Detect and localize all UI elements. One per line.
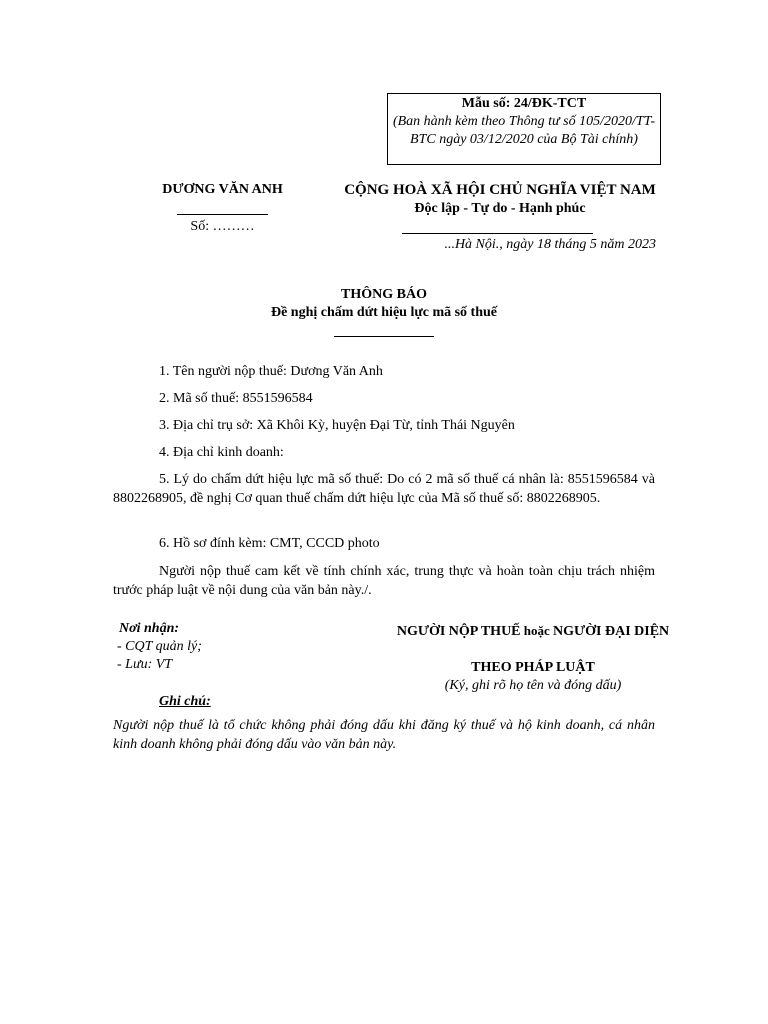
form-number: Mẫu số: 24/ĐK-TCT xyxy=(461,96,587,111)
recipient-item: - Lưu: VT xyxy=(117,657,173,672)
signature-instruction: (Ký, ghi rõ họ tên và đóng dấu) xyxy=(444,678,622,693)
national-motto: Độc lập - Tự do - Hạnh phúc xyxy=(414,201,586,216)
form-number-box xyxy=(387,93,661,165)
signature-representative-label: NGƯỜI ĐẠI DIỆN xyxy=(553,624,670,639)
item-head-office-address: 3. Địa chỉ trụ sở: Xã Khôi Kỳ, huyện Đại Từ, tỉnh Thái Nguyên xyxy=(159,418,515,433)
recipient-item: - CQT quản lý; xyxy=(117,639,202,654)
signature-title xyxy=(383,621,683,641)
signature-or-connector: hoặc xyxy=(520,623,554,638)
recipients-label: Nơi nhận: xyxy=(119,621,180,636)
item-attachments: 6. Hồ sơ đính kèm: CMT, CCCD photo xyxy=(159,536,380,551)
notes-label: Ghi chú: xyxy=(159,694,211,709)
item-business-address: 4. Địa chỉ kinh doanh: xyxy=(159,445,284,460)
item-tax-code: 2. Mã số thuế: 8551596584 xyxy=(159,391,313,406)
document-title: THÔNG BÁO xyxy=(341,287,427,302)
title-divider xyxy=(334,336,434,337)
item-reason: 5. Lý do chấm dứt hiệu lực mã số thuế: Do có 2 mã số thuế cá nhân là: 8551596584 và 8802268905, đề nghị Cơ quan thuế chấm dứt hiệu lực của Mã số thuế số: 8802268905. xyxy=(113,472,655,506)
signature-taxpayer-label: NGƯỜI NỘP THUẾ xyxy=(396,624,521,639)
taxpayer-name-header: DƯƠNG VĂN ANH xyxy=(162,182,283,197)
document-subtitle: Đề nghị chấm dứt hiệu lực mã số thuế xyxy=(270,305,498,320)
signature-legal-label: THEO PHÁP LUẬT xyxy=(471,660,595,675)
header-divider-right xyxy=(402,233,593,234)
commitment-statement: Người nộp thuế cam kết về tính chính xác, trung thực và hoàn toàn chịu trách nhiệm trước pháp luật về nội dung của văn bản này./. xyxy=(113,564,655,598)
place-and-date: ...Hà Nội., ngày 18 tháng 5 năm 2023 xyxy=(444,237,656,252)
notes-text: Người nộp thuế là tổ chức không phải đóng dấu khi đăng ký thuế và hộ kinh doanh, cá nhân kinh doanh không phải đóng dấu vào văn bản này. xyxy=(113,718,655,752)
document-number: Số: ……… xyxy=(190,219,255,234)
item-taxpayer-name: 1. Tên người nộp thuế: Dương Văn Anh xyxy=(159,364,383,379)
nation-title: CỘNG HOÀ XÃ HỘI CHỦ NGHĨA VIỆT NAM xyxy=(344,182,656,198)
form-legal-basis: (Ban hành kèm theo Thông tư số 105/2020/TT-BTC ngày 03/12/2020 của Bộ Tài chính) xyxy=(392,114,656,147)
header-divider-left xyxy=(177,214,268,215)
